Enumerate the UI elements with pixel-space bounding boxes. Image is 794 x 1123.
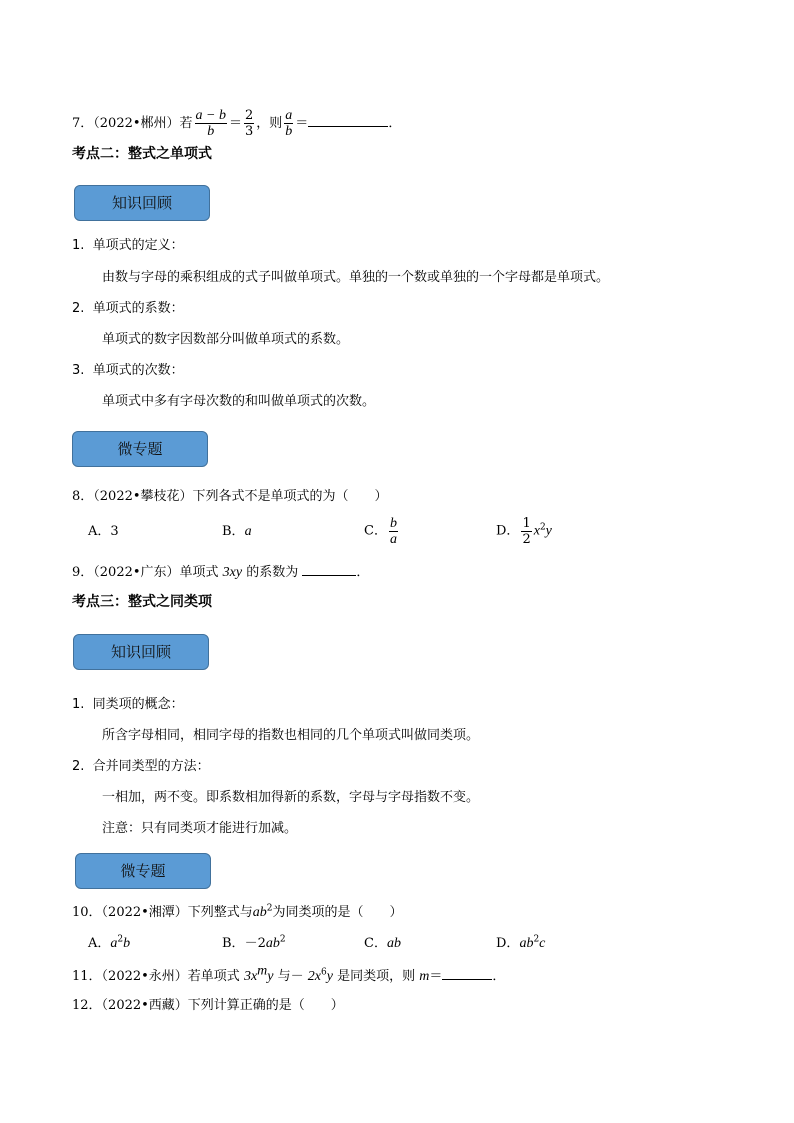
q8-option-c[interactable]: C． $\frac{b}{a}$ (364, 516, 397, 547)
s2-item-3-body: 单项式中多有字母次数的和叫做单项式的次数。 (102, 394, 376, 409)
q8-option-d[interactable]: D． $\frac{1}{2}$ $x^2y$ (496, 516, 552, 547)
s3-item-2-label: 2. 合并同类型的方法： (72, 759, 210, 774)
s2-item-3-label: 3. 单项式的次数： (72, 363, 184, 378)
micro-topic-box-1: 微专题 (72, 431, 208, 467)
q7-fraction-2: $\frac{2}{3}$ (245, 108, 254, 139)
section-2-title: 考点二：整式之单项式 (72, 146, 212, 162)
section-3-title: 考点三：整式之同类项 (72, 594, 212, 610)
s2-item-2-body: 单项式的数字因数部分叫做单项式的系数。 (102, 332, 350, 347)
s3-item-2-body: 一相加，两不变。即系数相加得新的系数，字母与字母指数不变。 (102, 790, 480, 805)
s3-item-1-body: 所含字母相同，相同字母的指数也相同的几个单项式叫做同类项。 (102, 728, 480, 743)
q7-fraction-1: $\frac{a - b}{b}$ (195, 108, 226, 139)
knowledge-review-box-1: 知识回顾 (74, 185, 210, 221)
s2-item-1-body: 由数与字母的乘积组成的式子叫做单项式。单独的一个数或单独的一个字母都是单项式。 (102, 270, 610, 285)
question-12-stem: 12．（2022•西藏）下列计算正确的是（ ） (72, 998, 344, 1013)
q7-answer-blank[interactable] (308, 114, 388, 127)
question-9: 9．（2022•广东）单项式 3xy 的系数为 ． (72, 565, 370, 580)
q11-answer-blank[interactable] (442, 967, 492, 980)
question-8-stem: 8．（2022•攀枝花）下列各式不是单项式的为（ ） (72, 489, 388, 504)
q10-option-c[interactable]: C．ab (364, 936, 401, 951)
q9-answer-blank[interactable] (302, 563, 356, 576)
q10-option-a[interactable]: A．$a^2b$ (88, 934, 131, 951)
question-10: 10．（2022•湘潭）下列整式与$ab^2$为同类项的是（ ） (72, 903, 403, 920)
s3-note: 注意：只有同类项才能进行加减。 (102, 821, 298, 836)
q10-option-b[interactable]: B．$-2ab^2$ (222, 934, 286, 951)
s3-item-1-label: 1. 同类项的概念： (72, 697, 184, 712)
question-11: 11．（2022•永州）若单项式 $3x^my$ 与－ $2x^6y$ 是同类项，则 m＝ ． (72, 963, 506, 984)
q7-prefix: 7．（2022•郴州）若 (72, 116, 193, 131)
question-7: 7．（2022•郴州）若 $\frac{a - b}{b}$ ＝ $\frac{2}{3}$ ，则 $\frac{a}{b}$ ＝ ． (72, 108, 402, 139)
s2-item-2-label: 2. 单项式的系数： (72, 301, 184, 316)
q8-option-a[interactable]: A．3 (88, 524, 119, 539)
q7-fraction-3: $\frac{a}{b}$ (285, 108, 293, 139)
q8-option-b[interactable]: B．a (222, 524, 252, 539)
q10-option-d[interactable]: D．$ab^2c$ (496, 934, 546, 951)
s2-item-1-label: 1. 单项式的定义： (72, 238, 184, 253)
knowledge-review-box-2: 知识回顾 (73, 634, 209, 670)
micro-topic-box-2: 微专题 (75, 853, 211, 889)
